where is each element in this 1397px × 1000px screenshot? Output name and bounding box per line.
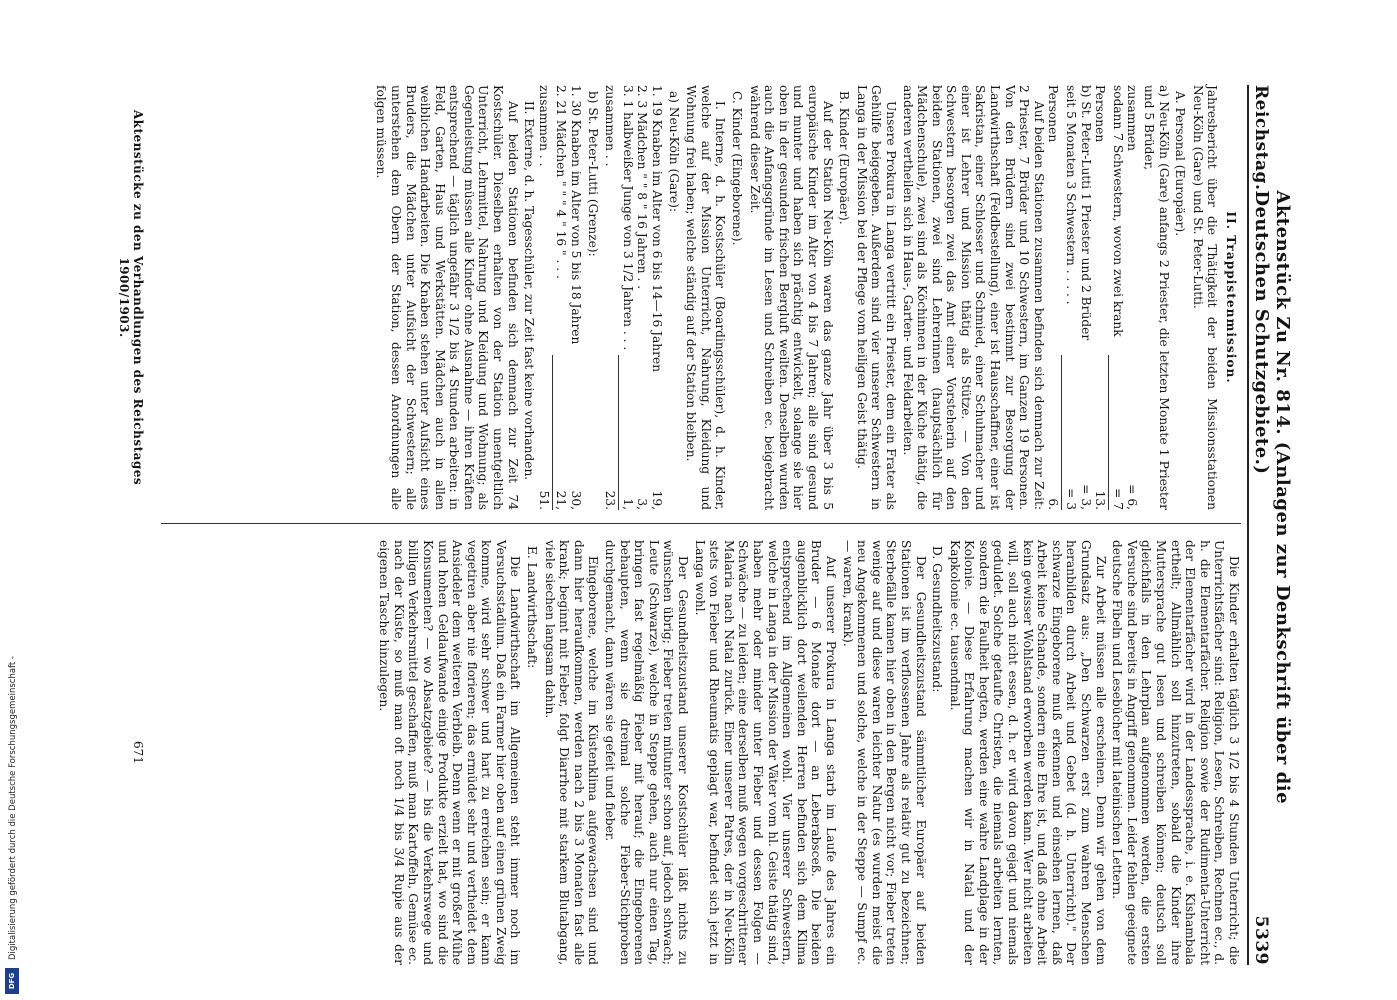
- personal-b-line: [1078, 85, 1093, 510]
- sum-rule: [552, 355, 553, 510]
- section-heading: II. Trappistenmission.: [1224, 211, 1238, 384]
- subheading-children-europe: B. Kinder (Europäer).: [837, 91, 852, 225]
- paragraph: Der Gesundheitszustand unserer Kostschüler läßt nichts zu wünschen übrig; Fieber treten mitunter schon auf, jedoch schwach; Leute (Schwarze), welche in Steppe gehen, auch nur einen Tag, bringen fast regelmäßig Fieber mit herauf; die Eingeborenen behaupten, wenn sie dreimal solche Fieber-Stichproben durchgemacht, dann wären sie gefeit und fieber.: [603, 540, 691, 965]
- sisters-value: = 7: [1110, 488, 1125, 510]
- children-line: [649, 85, 664, 510]
- children-sum-value: 23.: [603, 490, 618, 510]
- children-label: 1. 19 Knaben im Alter von 6 bis 14—16 Jahren: [650, 85, 665, 373]
- persons-b-line: [1046, 85, 1061, 510]
- children-value: 1,: [620, 498, 635, 510]
- children-line: [620, 85, 635, 510]
- sum-value: = 6,: [1125, 484, 1140, 510]
- report-intro: Jahresbericht über die Thätigkeit der beiden Missionsstationen Neu-Köln (Gare) und St. Peter-Lutti.: [1190, 85, 1220, 510]
- paragraph: Eingeborene, welche im Küstenklima aufgewachsen sind und dann hier heraufkommen, werden nach 2 bis 3 Monaten fast alle krank; beginnt mit Fieber, folgt Diarrhoe mit starkem Blutabgang, viele siechen langsam dahin.: [542, 540, 601, 965]
- children-sum-line: [536, 85, 551, 510]
- children-line: [635, 85, 650, 510]
- persons-label: Personen: [1093, 85, 1108, 143]
- sisters-line: [1110, 85, 1125, 510]
- sum-label: zusammen: [1125, 85, 1140, 151]
- credit-text: Digitalisierung gefördert durch die Deutsche Forschungsgemeinschaft -: [8, 656, 18, 960]
- header-title: Aktenstück Zu Nr. 814. (Anlagen zur Denkschrift über die Deutschen Schutzgebiete.): [1251, 190, 1293, 805]
- personal-b: b) St. Peter-Lutti 1 Priester und 2 Brüder: [1078, 85, 1093, 341]
- rotated-page-frame: [105, 65, 1293, 985]
- paragraph: Auf der Station Neu-Köln waren das ganze Jahr über 3 bis 5 europäische Kinder im Alter von 4 bis 7 Jahren; alle sind gesund und munter und haben sich prächtig entwickelt, solange sie hier oben in der gesunden frischen Bergluft weilten. Denselben wurden auch die Anfangsgründe im Lesen und Schreiben ec. beigebracht während dieser Zeit.: [747, 85, 835, 510]
- sisters-b-label: seit 5 Monaten 3 Schwestern . . . . .: [1064, 85, 1079, 305]
- paragraph: II. Externe, d. h. Tagesschüler, zur Zeit fast keine vorhanden.: [522, 101, 537, 481]
- persons-b-value: 6.: [1046, 498, 1061, 510]
- children-value: 21,: [554, 490, 569, 510]
- subheading-children-native: C. Kinder (Eingeborene).: [730, 91, 744, 246]
- header-page-number: 5339: [1251, 915, 1271, 965]
- paragraph: Auf beiden Stationen befinden sich demnach zur Zeit 74 Kostschüler. Dieselben erhalten von der Station unentgeltlich Unterricht, Lehrmittel, Nahrung und Kleidung und Wohnung; als Gegenleistung müssen alle Kinder ohne Ausnahme — ihren Kräften entsprechend — täglich ungefähr 3 1/2 bis 4 Stunden arbeiten: in Feld, Garten, Haus und Werkstätten. Mädchen auch in allen weiblichen Handarbeiten. Die Knaben stehen unter Aufsicht eines Bruders, die Mädchen unter Aufsicht der Schwestern; alle unterstehen dem Obern der Station, dessen Anordnungen alle folgen müssen.: [374, 85, 520, 510]
- paragraph: I. Interne, d. h. Kostschüler (Boardingsschüler), d. h. Kinder, welche auf der Mission Unterricht, Nahrung, Kleidung und Wohnung frei haben; welche ständig auf der Station bleiben.: [684, 85, 728, 510]
- children-a-heading: a) Neu-Köln (Gare):: [666, 91, 681, 213]
- subheading-health: D. Gesundheitszustand:: [930, 546, 945, 693]
- children-value: 19,: [650, 490, 665, 510]
- sum-line: [1125, 85, 1140, 510]
- children-line: [554, 85, 569, 510]
- document-page: [105, 65, 1293, 985]
- children-sum-line: [603, 85, 618, 510]
- sisters-b-value: = 3: [1064, 488, 1079, 510]
- sisters-b-line: [1063, 85, 1078, 510]
- children-label: 2. 3 Mädchen " " 8 " 16 Jahren . .: [635, 85, 650, 290]
- children-sum-label: zusammen . .: [603, 85, 618, 167]
- children-sum-label: zusammen . .: [536, 85, 551, 167]
- persons-line: [1093, 85, 1108, 510]
- digitization-credit: [2, 0, 24, 1000]
- subheading-personal: A. Personal (Europäer).: [1173, 91, 1188, 237]
- children-label: 1. 30 Knaben im Alter von 5 bis 18 Jahren: [569, 85, 584, 345]
- children-value: 3,: [635, 498, 650, 510]
- paragraph: Auf beiden Stationen zusammen befinden sich demnach zur Zeit: 2 Priester, 7 Brüder und 10 Schwestern, im Ganzen 19 Personen. Von den Brüdern sind zwei bestimmt zur Besorgung der Landwirthschaft (Feldbestellung), einer ist Hausschaffner, einer ist Sakristan, einer Schlosser und Schmied, einer Schuhmacher und einer ist Lehrer und Mission thätig als Stütze. — Von den Schwestern besorgen zwei das Amt einer Vorsteherin auf den beiden Stationen, zwei sind Lehrerinnen (hauptsächlich für Mädchenschule), zwei sind als Köchinnen in der Küche thätig, die anderen vertheilen sich in Haus-, Garten- und Feldarbeiten.: [900, 85, 1046, 510]
- persons-b-label: Personen: [1046, 85, 1061, 143]
- paragraph: Auf unserer Prokura in Langa starb im Laufe des Jahres ein Bruder — 6 Monate dort — an Leberabsceß. Die beiden augenblicklich dort weilenden Herren befinden sich dem Klima entsprechend im Allgemeinen wohl. Vier unserer Schwestern, welche in Langa in der Mission der Väter vom hl. Geiste thätig sind, haben mehr oder minder unter Fieber und dessen Folgen — Schwäche — zu leiden; eine derselben muß wegen vorgeschrittener Malaria nach Natal zurück. Einer unserer Patres, der in Neu-Köln stets von Fieber und Rheumatis geplagt war, befindet sich jetzt in Langa wohl.: [692, 540, 838, 965]
- paragraph: Der Gesundheitszustand sämmtlicher Europäer auf beiden Stationen ist im verflossenen Jahre als relativ gut zu bezeichnen; Sterbefälle kamen hier oben in den Bergen nicht vor; Fieber treten wenige auf und diese waren leichter Natur (es wurden meist die neu Angekommenen und solche, welche in der Steppe — Sumpf ec. — waren, krank).: [840, 540, 928, 965]
- footer-page-number: 671: [131, 741, 145, 764]
- right-column: [161, 540, 1241, 965]
- personal-b-value: = 3,: [1078, 484, 1093, 510]
- paragraph: Die Kinder erhalten täglich 3 1/2 bis 4 Stunden Unterricht; die Unterrichtsfächer sind: Religion, Lesen, Schreiben, Rechnen ec., d. h. die Elementarfächer. Religion sowie der Rudimenta-Unterricht der Elementarfächer wird in der Landessprache, i. e. Kishambala ertheilt; Allmählich soll hinzutreten, sobald die Kinder ihre Muttersprache gut lesen und schreiben können; deutsch soll gleichfalls in den Lehrplan aufgenommen werden, die ersten Versuche sind bereits in Angriff genommen. Leider fehlen geeignete deutsche Fibeln und Lesebücher mit lateinischen Lettern.: [1110, 540, 1241, 965]
- sum-rule: [1061, 355, 1062, 510]
- children-line: [568, 85, 583, 510]
- header-left: Reichstag.: [1251, 85, 1271, 191]
- dfg-logo-label: DFG: [8, 972, 16, 990]
- page-header: [1247, 85, 1293, 965]
- left-column: [161, 85, 1241, 510]
- paragraph: Unsere Prokura in Langa vertritt ein Priester, dem ein Frater als Gehülfe beigegeben. Außerdem sind vier unserer Schwestern in Langa in der Mission bei der Pflege vom heiligen Geist thätig.: [854, 85, 898, 510]
- personal-a: a) Neu-Köln (Gare) anfangs 2 Priester, die letzten Monate 1 Priester und 5 Brüder,: [1142, 85, 1171, 510]
- dfg-logo: [5, 968, 19, 994]
- paragraph: Zur Arbeit müssen alle erscheinen. Denn wir gehen von dem Grundsatz aus: „Den Schwarzen erst zum wahren Menschen heranbilden durch Arbeit und Gebet (d. h. Unterricht)." Der schwarze Eingeborene muß erkennen und einsehen lernen, daß Arbeit keine Schande, sondern eine Ehre ist, und daß ohne Arbeit kein gewisser Wohlstand erworben werden kann. Wer nicht arbeiten will, soll auch nicht essen, d. h. er wird davon gejagt und niemals geduldet. Solche getaufte Christen, die niemals arbeiten lernten, sondern die Faulheit hegten, werden eine wahre Landplage in der Kolonie. — Diese Erfahrung machen wir in Natal und der Kapkolonie ec. tausendmal.: [947, 540, 1108, 965]
- persons-value: 13.: [1093, 490, 1108, 510]
- children-value: 30,: [569, 490, 584, 510]
- subheading-agriculture: E. Landwirthschaft:: [525, 546, 540, 669]
- children-label: 2. 21 Mädchen " " " 4 " 16 " . . .: [554, 85, 569, 279]
- sum-rule: [618, 355, 619, 510]
- sum-rule: [1108, 355, 1109, 510]
- sisters-label: sodann 7 Schwestern, wovon zwei krank: [1110, 85, 1125, 337]
- footer-source: Aktenstücke zu den Verhandlungen des Reichstages 1900/1903.: [117, 109, 145, 486]
- column-divider: [161, 523, 1241, 524]
- children-b-heading: b) St. Peter-Lutti (Grenze):: [585, 91, 600, 257]
- paragraph: Die Landwirthschaft im Allgemeinen steht immer noch im Versuchsstadium. Daß ein Farmer hier oben auf einen grünen Zweig komme, wird sehr schwer und hart zu erreichen sein; er kann vegetiren aber nie florieren; das ermüdet sehr und vertheidet dem Ansiedeler dem weiteren Verbleib. Denn wenn er mit großer Mühe und hohen Geldaufwande einige Produkte erzielt hat, wo sind die Konsumenten? — wo Absatzgebiete? — bis die Verkehrswege und billigen Verkehrsmittel geschaffen, muß man Kartoffeln, Gemüse ec. nach der Küste, so muß man oft noch 1/4 bis 3/4 Rupie aus der eigenen Tasche hinzulegen.: [377, 540, 523, 965]
- children-sum-value: 51.: [536, 490, 551, 510]
- children-label: 3. 1 halbweißer Junge von 3 1/2 Jahren . . .: [620, 85, 635, 351]
